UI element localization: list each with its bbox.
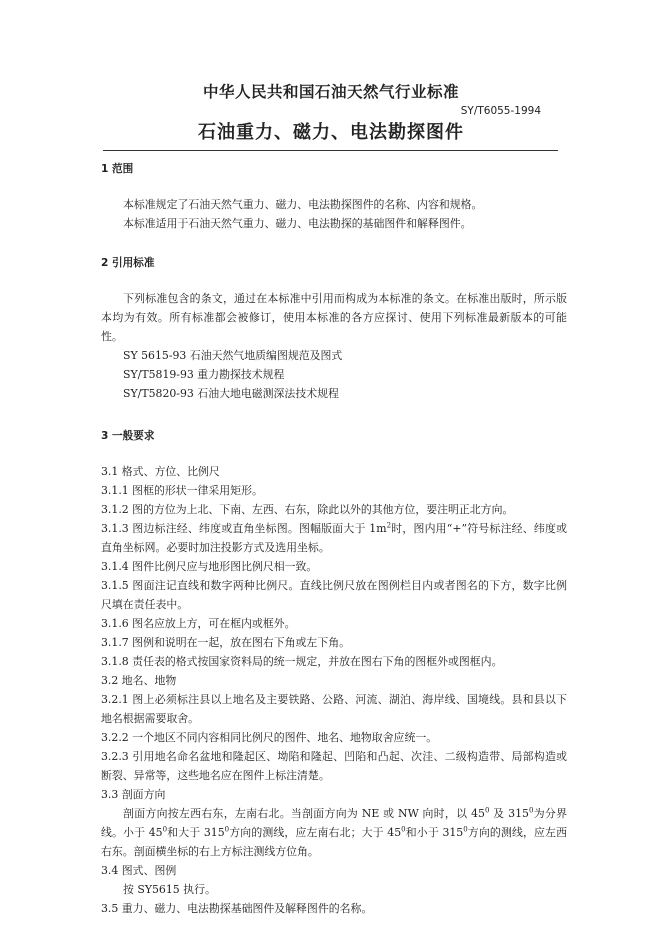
degree-mark: 0 (463, 825, 468, 834)
clause-3-1-6: 3.1.6 图名应放上方，可在框内或框外。 (101, 617, 296, 630)
document-title: 石油重力、磁力、电法勘探图件 (198, 122, 464, 143)
degree-mark: 0 (401, 825, 406, 834)
section-1-paragraph-1: 本标准规定了石油天然气重力、磁力、电法勘探图件的名称、内容和规格。 (123, 198, 483, 211)
clause-3-4-paragraph: 按 SY5615 执行。 (123, 883, 216, 896)
clause-3-1-3-text-b: 时，图内用“+”符号标注经、纬度或直角坐标网。必要时加注投影方式及选用坐标。 (101, 522, 567, 554)
section-3-heading: 3 一般要求 (101, 430, 155, 442)
clause-3-1-3 (101, 519, 567, 557)
reference-item: SY 5615-93 石油天然气地质编图规范及图式 (123, 349, 343, 362)
clause-3-3-paragraph (101, 804, 567, 861)
degree-mark: 0 (162, 825, 168, 834)
clause-3-2-1: 3.2.1 图上必须标注县以上地名及主要铁路、公路、河流、湖泊、海岸线、国境线。县和县以下地名根据需要取舍。 (101, 693, 567, 725)
clause-3-2: 3.2 地名、地物 (101, 674, 177, 687)
section-2-heading: 2 引用标准 (101, 257, 155, 269)
section-1-paragraph-2: 本标准适用于石油天然气重力、磁力、电法勘探的基础图件和解释图件。 (123, 217, 472, 230)
clause-3-4: 3.4 图式、图例 (101, 864, 177, 877)
text-run: 方向的测线，应左南右北；大于 45 (229, 826, 402, 839)
clause-3-3: 3.3 剖面方向 (101, 788, 166, 801)
clause-3-1-2: 3.1.2 图的方位为上北、下南、左西、右东，除此以外的其他方位，要注明正北方向。 (101, 503, 514, 516)
degree-mark: 0 (484, 806, 490, 815)
degree-mark: 0 (528, 806, 534, 815)
clause-3-1-8: 3.1.8 责任表的格式按国家资料局的统一规定，并放在图右下角的图框外或图框内。 (101, 655, 503, 668)
header-divider (103, 150, 558, 151)
degree-mark: 0 (224, 825, 230, 834)
reference-item: SY/T5820-93 石油大地电磁测深法技术规程 (123, 387, 339, 400)
document-body (101, 160, 567, 918)
clause-3-2-2: 3.2.2 一个地区不同内容相同比例尺的图件、地名、地物取舍应统一。 (101, 731, 438, 744)
text-run: 及 315 (489, 807, 529, 820)
text-run: 方向的测线，应左西右东。剖面横坐标的右上方标注测线方位角。 (101, 826, 567, 858)
reference-item: SY/T5819-93 重力勘探技术规程 (123, 368, 285, 381)
standard-number: SY/T6055-1994 (460, 105, 541, 117)
clause-3-1: 3.1 格式、方位、比例尺 (101, 465, 220, 478)
text-run: 为分界线。小于 45 (101, 807, 567, 839)
clause-3-1-7: 3.1.7 图例和说明在一起，放在图右下角或左下角。 (101, 636, 350, 649)
section-1-heading: 1 范围 (101, 163, 134, 175)
superscript-2: 2 (386, 521, 392, 530)
clause-3-5: 3.5 重力、磁力、电法勘探基础图件及解释图件的名称。 (101, 902, 373, 915)
clause-3-1-1: 3.1.1 图框的形状一律采用矩形。 (101, 484, 263, 497)
clause-3-1-4: 3.1.4 图件比例尺应与地形图比例尺相一致。 (101, 560, 318, 573)
text-run: 和小于 315 (405, 826, 464, 839)
clause-3-2-3: 3.2.3 引用地名命名盆地和隆起区、坳陷和隆起、凹陷和凸起、次洼、二级构造带、局部构造或断裂、异常等，这些地名应在图件上标注清楚。 (101, 750, 567, 782)
clause-3-1-3-text-a: 3.1.3 图边标注经、纬度或直角坐标图。图幅版面大于 1m (101, 522, 387, 535)
text-run: 和大于 315 (167, 826, 225, 839)
text-run: 剖面方向按左西右东，左南右北。当剖面方向为 NE 或 NW 向时，以 45 (123, 807, 485, 820)
clause-3-1-5: 3.1.5 图面注记直线和数字两种比例尺。直线比例尺放在图例栏目内或者图名的下方，数字比例尺填在责任表中。 (101, 579, 567, 611)
industry-standard-title: 中华人民共和国石油天然气行业标准 (202, 83, 459, 101)
section-2-paragraph: 下列标准包含的条文，通过在本标准中引用而构成为本标准的条文。在标准出版时，所示版本均为有效。所有标准都会被修订，使用本标准的各方应探讨、使用下列标准最新版本的可能性。 (101, 292, 567, 343)
